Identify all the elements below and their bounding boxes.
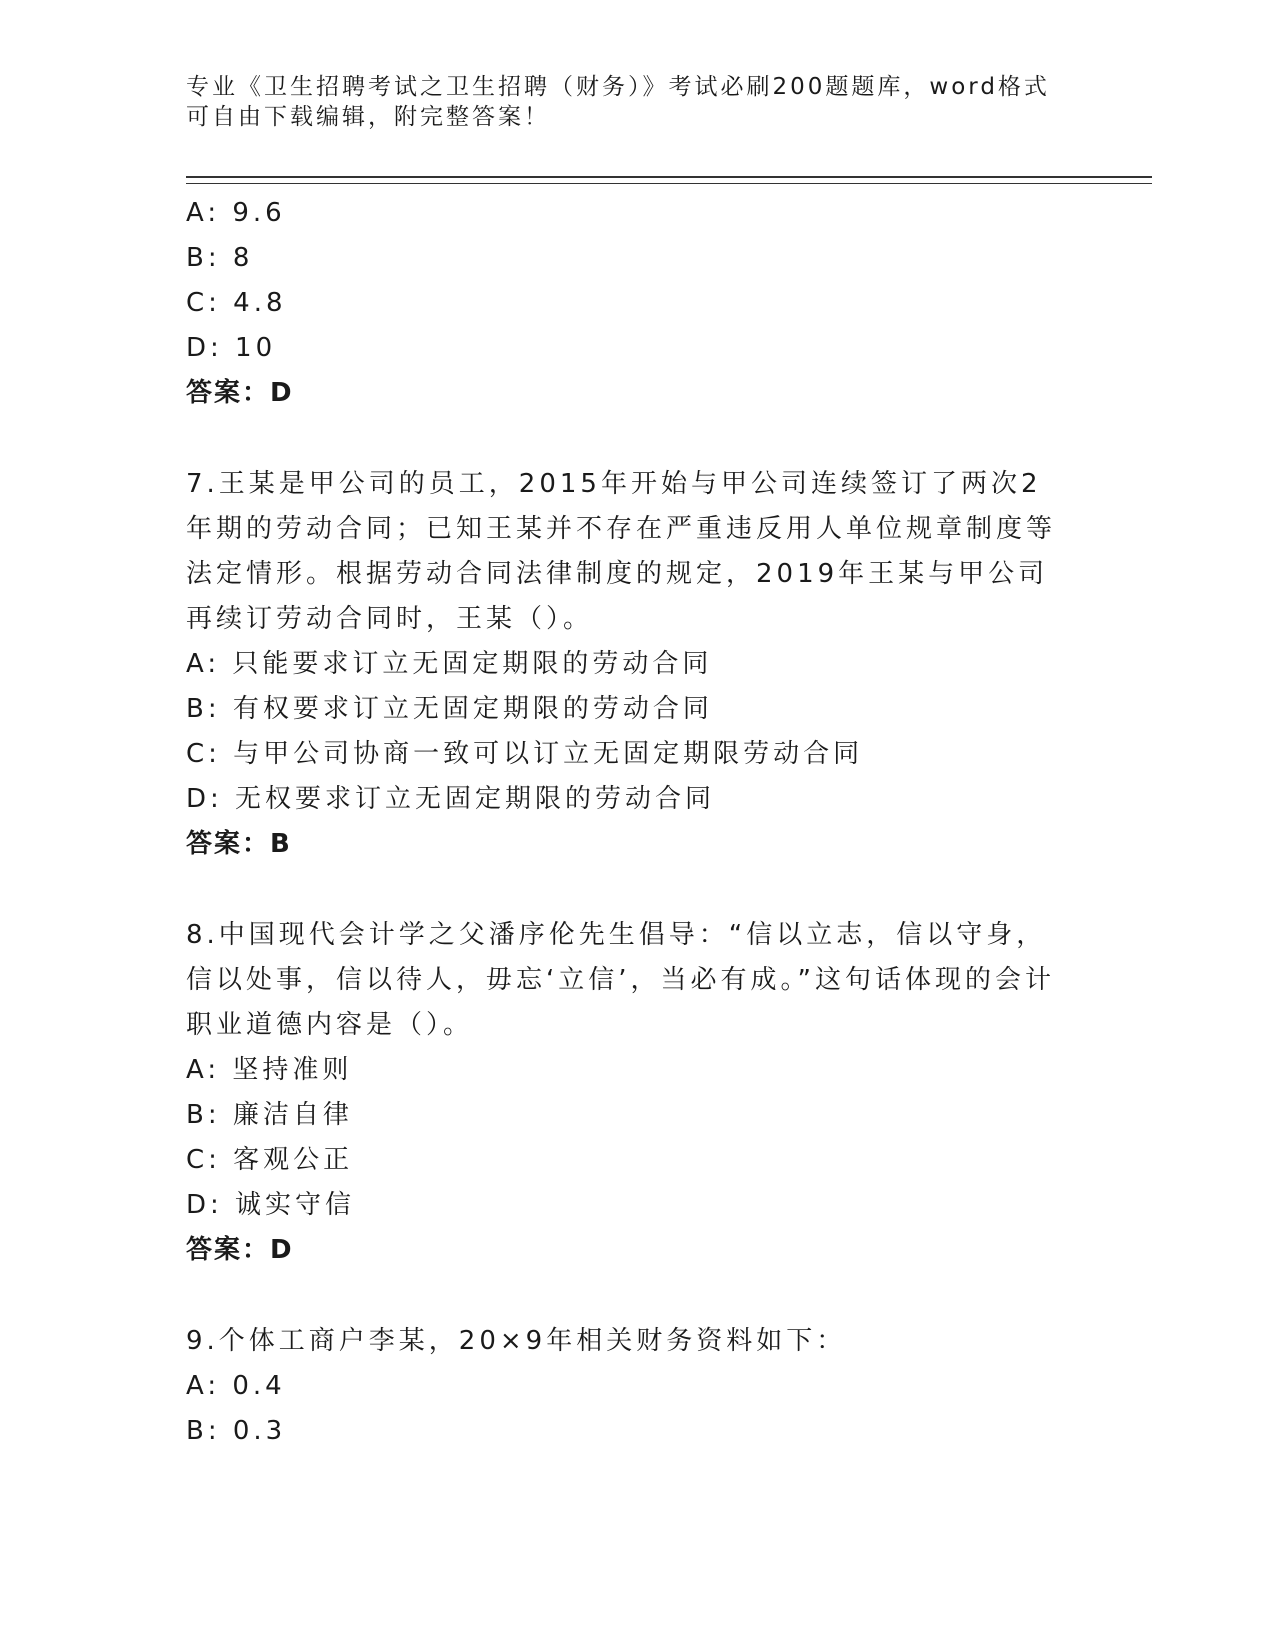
option-b: B: 廉洁自律 <box>186 1100 353 1130</box>
question-6-partial <box>186 191 1066 416</box>
option-c: C: 客观公正 <box>186 1145 354 1175</box>
option-c: C: 与甲公司协商一致可以订立无固定期限劳动合同 <box>186 739 864 769</box>
option-b: B: 0.3 <box>186 1416 287 1446</box>
page-header: 专业《卫生招聘考试之卫生招聘（财务）》考试必刷200题题库，word格式可自由下载编辑，附完整答案！ <box>186 74 1050 130</box>
option-a: A: 只能要求订立无固定期限的劳动合同 <box>186 649 713 679</box>
option-a: A: 0.4 <box>186 1371 286 1401</box>
question-8 <box>186 913 1066 1273</box>
option-d: D: 10 <box>186 333 277 363</box>
option-d: D: 诚实守信 <box>186 1190 356 1220</box>
answer-line: 答案：D <box>186 1235 294 1265</box>
option-a: A: 坚持准则 <box>186 1055 353 1085</box>
question-stem: 8.中国现代会计学之父潘序伦先生倡导：“信以立志，信以守身，信以处事，信以待人，毋忘‘立信’，当必有成。”这句话体现的会计职业道德内容是（）。 <box>186 920 1055 1040</box>
answer-line: 答案：D <box>186 378 294 408</box>
option-c: C: 4.8 <box>186 288 287 318</box>
question-stem: 7.王某是甲公司的员工，2015年开始与甲公司连续签订了两次2年期的劳动合同；已知王某并不存在严重违反用人单位规章制度等法定情形。根据劳动合同法律制度的规定，2019年王某与甲公司再续订劳动合同时，王某（）。 <box>186 469 1057 634</box>
option-d: D: 无权要求订立无固定期限的劳动合同 <box>186 784 716 814</box>
question-list <box>186 191 1066 1454</box>
question-7 <box>186 462 1066 867</box>
question-9 <box>186 1319 1066 1454</box>
answer-line: 答案：B <box>186 829 292 859</box>
header-divider <box>186 176 1152 184</box>
question-stem: 9.个体工商户李某，20×9年相关财务资料如下： <box>186 1326 847 1356</box>
option-b: B: 8 <box>186 243 254 273</box>
option-a: A: 9.6 <box>186 198 286 228</box>
option-b: B: 有权要求订立无固定期限的劳动合同 <box>186 694 713 724</box>
